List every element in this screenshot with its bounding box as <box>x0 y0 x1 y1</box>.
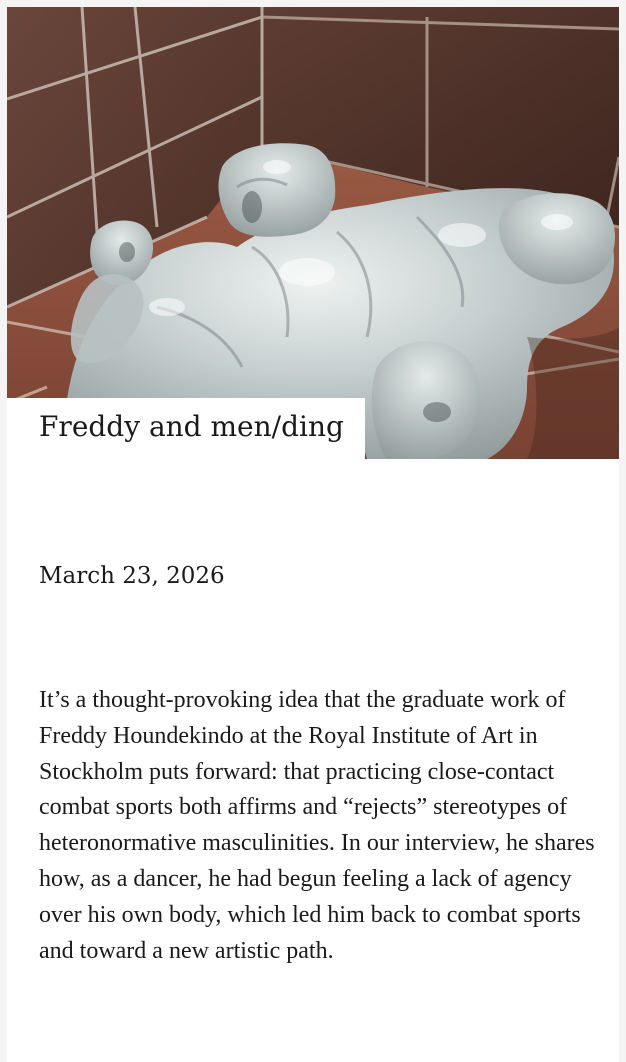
sculpture-photo-icon <box>7 7 619 459</box>
article-hero-image[interactable] <box>7 7 619 459</box>
article-title[interactable]: Freddy and men/ding <box>39 410 344 443</box>
article-excerpt: It’s a thought-provoking idea that the graduate work of Freddy Houndekindo at the Royal Institute of Art in Stockholm puts forward: that practicing close-contact combat sports both affirms and “rejects” stereotypes of heteronormative masculinities. In our interview, he shares how, as a dancer, he had begun feeling a lack of agency over his own body, which led him back to combat sports and toward a new artistic path. <box>39 687 595 964</box>
title-box <box>7 398 365 460</box>
article-card[interactable] <box>7 7 619 1062</box>
article-date: March 23, 2026 <box>39 563 225 589</box>
